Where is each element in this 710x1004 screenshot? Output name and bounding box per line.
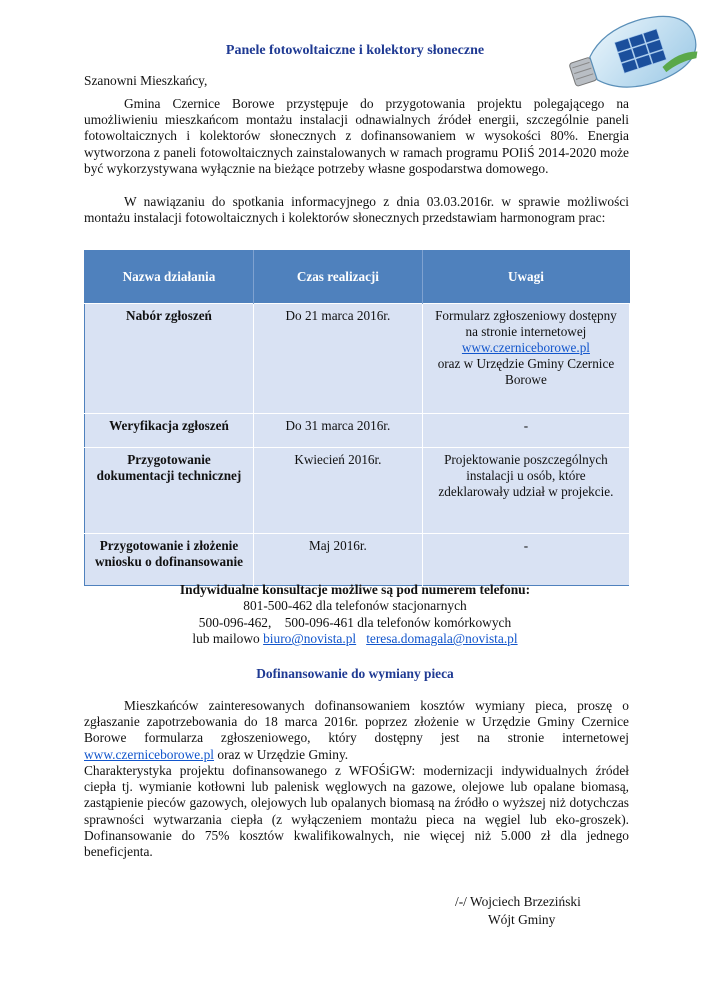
activity-note <box>422 304 629 414</box>
email-prefix: lub mailowo <box>192 631 260 647</box>
section-title-furnace: Dofinansowanie do wymiany pieca <box>256 666 454 681</box>
email-link-teresa[interactable]: teresa.domagala@novista.pl <box>366 631 518 647</box>
furnace-paragraph-1 <box>84 698 629 763</box>
table-row <box>85 448 630 534</box>
activity-note: - <box>422 414 629 448</box>
activity-name: Nabór zgłoszeń <box>85 304 254 414</box>
table-row <box>85 534 630 586</box>
furnace-text: Mieszkańców zainteresowanych dofinansowaniem kosztów wymiany pieca, proszę o zgłaszanie zapotrzebowania do 18 marca 2016r. poprzez złożenie w Urzędzie Gminy Czernice Borowe formularza zgłoszeniowego, który dostępny jest na stronie internetowej <box>84 698 629 746</box>
email-link-biuro[interactable]: biuro@novista.pl <box>263 631 357 647</box>
column-header-notes: Uwagi <box>422 251 629 304</box>
activity-name: Przygotowanie dokumentacji technicznej <box>85 448 254 534</box>
contact-landline: 801-500-462 dla telefonów stacjonarnych <box>243 598 467 614</box>
page-title: Panele fotowoltaiczne i kolektory słoneczne <box>225 43 485 58</box>
activity-note: - <box>422 534 629 586</box>
intro-paragraph-2: W nawiązaniu do spotkania informacyjnego z dnia 03.03.2016r. w sprawie możliwości montażu instalacji fotowoltaicznych i kolektorów słonecznych przedstawiam harmonogram prac: <box>84 194 629 226</box>
website-link[interactable]: www.czerniceborowe.pl <box>84 746 215 762</box>
solar-bulb-illustration <box>556 6 706 96</box>
furnace-text: oraz w Urzędzie Gminy. <box>217 746 349 762</box>
table-row <box>85 414 630 448</box>
table-row <box>85 304 630 414</box>
schedule-table <box>84 250 630 586</box>
greeting: Szanowni Mieszkańcy, <box>84 73 208 88</box>
activity-name: Weryfikacja zgłoszeń <box>85 414 254 448</box>
note-text: oraz w Urzędzie Gminy Czernice Borowe <box>437 356 615 387</box>
column-header-name: Nazwa działania <box>85 251 254 304</box>
contact-block <box>0 582 710 648</box>
signature-role: Wójt Gminy <box>488 912 556 927</box>
note-text: Formularz zgłoszeniowy dostępny na stronie internetowej <box>435 308 617 339</box>
activity-time: Do 31 marca 2016r. <box>253 414 422 448</box>
contact-heading: Indywidualne konsultacje możliwe są pod numerem telefonu: <box>179 582 531 597</box>
signature-name: /-/ Wojciech Brzeziński <box>455 894 581 909</box>
column-header-time: Czas realizacji <box>253 251 422 304</box>
contact-mobile: 500-096-462, 500-096-461 dla telefonów komórkowych <box>198 614 512 630</box>
intro-paragraph-1: Gmina Czernice Borowe przystępuje do przygotowania projektu polegającego na umożliwieniu mieszkańcom montażu instalacji odnawialnych źródeł energii, szczególnie paneli fotowoltaicznych i kolektorów słonecznych z dofinansowaniem w wysokości 80%. Energia wytworzona z paneli fotowoltaicznych zainstalowanych w ramach programu POIiŚ 2014-2020 może być wykorzystywana wyłącznie na bieżące potrzeby własne gospodarstwa domowego. <box>84 96 629 176</box>
activity-name: Przygotowanie i złożenie wniosku o dofinansowanie <box>85 534 254 586</box>
contact-email-line <box>0 631 710 647</box>
activity-time: Maj 2016r. <box>253 534 422 586</box>
activity-note: Projektowanie poszczególnych instalacji u osób, które zdeklarowały udział w projekcie. <box>422 448 629 534</box>
website-link[interactable]: www.czerniceborowe.pl <box>461 340 590 355</box>
activity-time: Kwiecień 2016r. <box>253 448 422 534</box>
furnace-paragraph-2: Charakterystyka projektu dofinansowanego z WFOŚiGW: modernizacji indywidualnych źródeł ciepła tj. wymianie kotłowni lub palenisk węglowych na gazowe, olejowe lub opalane biomasą, zastąpienie pieców gazowych, olejowych lub opalanych biomasą na źródło o wyższej niż dotychczas sprawności wytwarzania ciepła (z wyłączeniem montażu pieca na węgiel lub eko-groszek). Dofinansowanie do 75% kosztów kwalifikowalnych, nie więcej niż 5.000 zł dla jednego beneficjenta. <box>84 763 629 860</box>
signature-block <box>455 893 581 929</box>
activity-time: Do 21 marca 2016r. <box>253 304 422 414</box>
